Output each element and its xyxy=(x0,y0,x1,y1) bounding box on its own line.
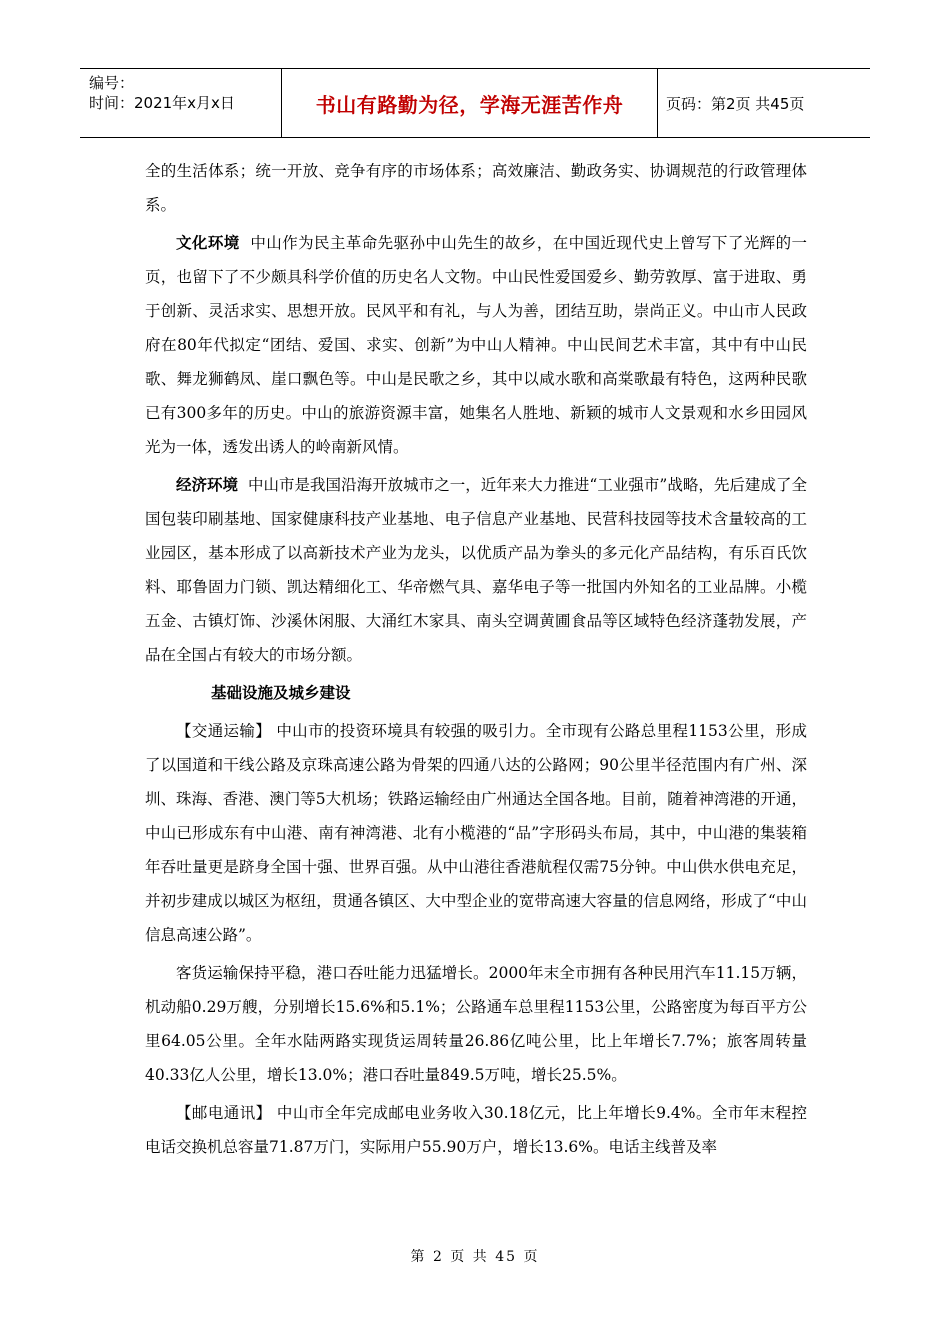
paragraph-post: 【邮电通讯】 中山市全年完成邮电业务收入30.18亿元，比上年增长9.4%。全市年末程控电话交换机总容量71.87万门，实际用户55.90万户，增长13.6%。电话主线普及率 xyxy=(145,1104,807,1156)
page-footer: 第 2 页 共 45 页 xyxy=(410,1249,540,1265)
page-header xyxy=(80,68,870,138)
culture-text: 中山作为民主革命先驱孙中山先生的故乡，在中国近现代史上曾写下了光辉的一页，也留下了不少颇具科学价值的历史名人文物。中山民性爱国爱乡、勤劳敦厚、富于进取、勇于创新、灵活求实、思想开放。民风平和有礼，与人为善，团结互助，崇尚正义。中山市人民政府在80年代拟定“团结、爱国、求实、创新”为中山人精神。中山民间艺术丰富，其中有中山民歌、舞龙狮鹤凤、崖口飘色等。中山是民歌之乡，其中以咸水歌和高棠歌最有特色，这两种民歌已有300多年的历史。中山的旅游资源丰富，她集名人胜地、新颖的城市人文景观和水乡田园风光为一体，透发出诱人的岭南新风情。 xyxy=(145,234,807,456)
culture-heading: 文化环境 xyxy=(176,234,240,252)
paragraph-transport: 【交通运输】 中山市的投资环境具有较强的吸引力。全市现有公路总里程1153公里，形成了以国道和干线公路及京珠高速公路为骨架的四通八达的公路网；90公里半径范围内有广州、深圳、珠海、香港、澳门等5大机场；铁路运输经由广州通达全国各地。目前，随着神湾港的开通，中山已形成东有中山港、南有神湾港、北有小榄港的“品”字形码头布局，其中，中山港的集装箱年吞吐量更是跻身全国十强、世界百强。从中山港往香港航程仅需75分钟。中山供水供电充足，并初步建成以城区为枢纽，贯通各镇区、大中型企业的宽带高速大容量的信息网络，形成了“中山信息高速公路”。 xyxy=(145,722,807,944)
paragraph-freight: 客货运输保持平稳，港口吞吐能力迅猛增长。2000年末全市拥有各种民用汽车11.15万辆，机动船0.29万艘，分别增长15.6%和5.1%；公路通车总里程1153公里，公路密度为每百平方公里64.05公里。全年水陆两路实现货运周转量26.86亿吨公里，比上年增长7.7%；旅客周转量40.33亿人公里，增长13.0%；港口吞吐量849.5万吨，增长25.5%。 xyxy=(145,964,807,1084)
page-code: 页码：第2页 共45页 xyxy=(666,94,805,113)
economy-text: 中山市是我国沿海开放城市之一，近年来大力推进“工业强市”战略，先后建成了全国包装印刷基地、国家健康科技产业基地、电子信息产业基地、民营科技园等技术含量较高的工业园区，基本形成了以高新技术产业为龙头，以优质产品为拳头的多元化产品结构，有乐百氏饮料、耶鲁固力门锁、凯达精细化工、华帝燃气具、嘉华电子等一批国内外知名的工业品牌。小榄五金、古镇灯饰、沙溪休闲服、大涌红木家具、南头空调黄圃食品等区域特色经济蓬勃发展，产品在全国占有较大的市场分额。 xyxy=(145,476,807,664)
motto: 书山有路勤为径，学海无涯苦作舟 xyxy=(282,69,658,137)
document-body xyxy=(145,154,807,1168)
number-label: 编号： xyxy=(89,74,135,92)
economy-heading: 经济环境 xyxy=(176,476,239,494)
paragraph-culture xyxy=(145,226,807,464)
paragraph-continuation: 全的生活体系；统一开放、竞争有序的市场体系；高效廉洁、勤政务实、协调规范的行政管理体系。 xyxy=(145,162,807,214)
paragraph-economy xyxy=(145,468,807,672)
infrastructure-heading: 基础设施及城乡建设 xyxy=(211,684,351,702)
header-left-cell xyxy=(80,69,282,137)
time-label: 时间：2021年x月x日 xyxy=(89,94,235,112)
